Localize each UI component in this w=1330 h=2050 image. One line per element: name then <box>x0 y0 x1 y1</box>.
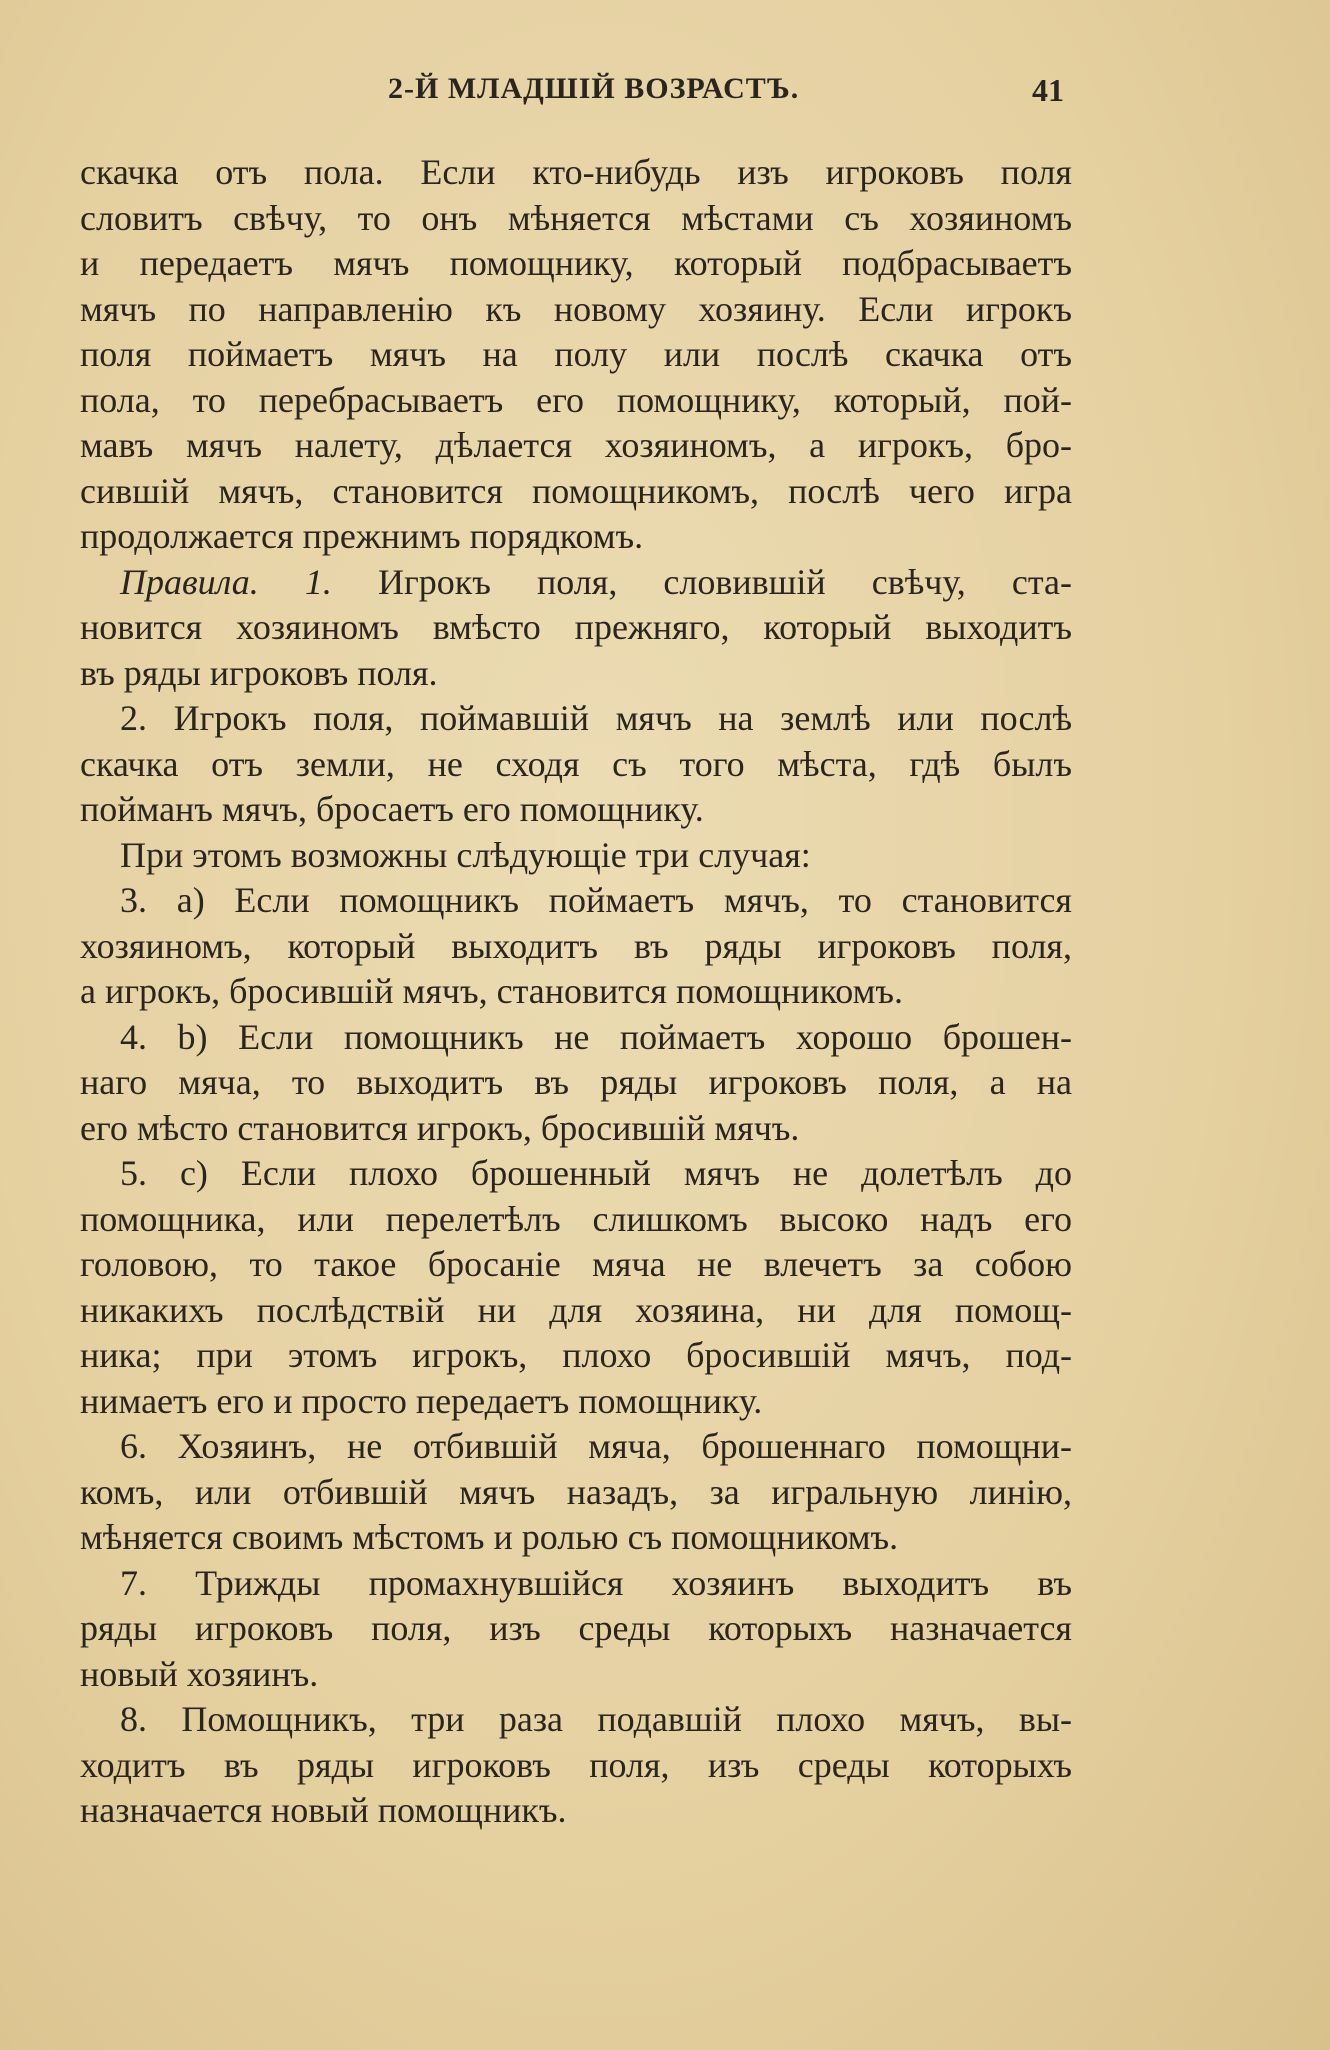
text-line: мячъ по направленію къ новому хозяину. Если игрокъ <box>80 288 1072 329</box>
text-line: продолжается прежнимъ порядкомъ. <box>80 516 644 556</box>
text-line: 2. Игрокъ поля, поймавшій мячъ на землѣ или послѣ <box>120 698 1072 738</box>
text-line: При этомъ возможны слѣдующіе три случая: <box>120 834 811 875</box>
body-text <box>80 150 1072 1834</box>
text-line: и передаетъ мячъ помощнику, который подбрасываетъ <box>80 243 1072 283</box>
text-line: пойманъ мячъ, бросаетъ его помощнику. <box>80 789 704 829</box>
text-line: никакихъ послѣдствій ни для хозяина, ни для помощ- <box>80 1289 1072 1330</box>
text-line: наго мяча, то выходитъ въ ряды игроковъ поля, а на <box>80 1062 1072 1102</box>
text-line: словитъ свѣчу, то онъ мѣняется мѣстами съ хозяиномъ <box>80 197 1072 238</box>
text-line: въ ряды игроковъ поля. <box>80 652 438 693</box>
text-line: а игрокъ, бросившій мячъ, становится помощникомъ. <box>80 971 903 1011</box>
text-line: помощника, или перелетѣлъ слишкомъ высоко надъ его <box>80 1198 1072 1239</box>
rules-label: Правила. 1. <box>120 561 332 602</box>
text-line: новится хозяиномъ вмѣсто прежняго, который выходитъ <box>80 607 1072 647</box>
text-line: мавъ мячъ налету, дѣлается хозяиномъ, а игрокъ, бро- <box>80 425 1072 465</box>
text-line: ника; при этомъ игрокъ, плохо бросившій мячъ, под- <box>80 1335 1072 1375</box>
text-line: 8. Помощникъ, три раза подавшій плохо мячъ, вы- <box>120 1699 1072 1739</box>
text-line: комъ, или отбившій мячъ назадъ, за игральную линію, <box>80 1471 1072 1512</box>
text-line: хозяиномъ, который выходитъ въ ряды игроковъ поля, <box>80 925 1072 966</box>
text-line: 4. b) Если помощникъ не поймаетъ хорошо брошен- <box>120 1016 1072 1057</box>
page-number: 41 <box>1032 72 1064 108</box>
text-line: назначается новый помощникъ. <box>80 1790 567 1830</box>
text-line: головою, то такое бросаніе мяча не влечетъ за собою <box>80 1244 1072 1284</box>
text-line: скачка отъ земли, не сходя съ того мѣста, гдѣ былъ <box>80 743 1072 784</box>
text-line: ходитъ въ ряды игроковъ поля, изъ среды которыхъ <box>80 1744 1072 1785</box>
text-line: сившій мячъ, становится помощникомъ, послѣ чего игра <box>80 470 1072 511</box>
text-line: поля поймаетъ мячъ на полу или послѣ скачка отъ <box>80 334 1072 374</box>
text-line: 5. c) Если плохо брошенный мячъ не долетѣлъ до <box>120 1153 1072 1193</box>
text-line: 7. Трижды промахнувшійся хозяинъ выходитъ въ <box>120 1562 1072 1603</box>
text-line: мѣняется своимъ мѣстомъ и ролью съ помощникомъ. <box>80 1517 899 1557</box>
text-line: его мѣсто становится игрокъ, бросившій мячъ. <box>80 1107 800 1148</box>
text-line: нимаетъ его и просто передаетъ помощнику. <box>80 1380 763 1421</box>
text-line: новый хозяинъ. <box>80 1653 319 1694</box>
header-title: 2-Й МЛАДШІЙ ВОЗРАСТЪ. <box>388 72 800 105</box>
rules-line <box>80 560 1072 606</box>
rules-line-text: Игрокъ поля, словившій свѣчу, ста- <box>378 561 1073 602</box>
text-line: скачка отъ пола. Если кто-нибудь изъ игроковъ поля <box>80 152 1072 192</box>
text-line: 3. a) Если помощникъ поймаетъ мячъ, то становится <box>120 880 1072 920</box>
text-line: ряды игроковъ поля, изъ среды которыхъ назначается <box>80 1608 1072 1648</box>
text-line: 6. Хозяинъ, не отбившій мяча, брошеннаго помощни- <box>120 1426 1072 1466</box>
running-header <box>0 72 1330 118</box>
text-line: пола, то перебрасываетъ его помощнику, который, пой- <box>80 379 1072 420</box>
